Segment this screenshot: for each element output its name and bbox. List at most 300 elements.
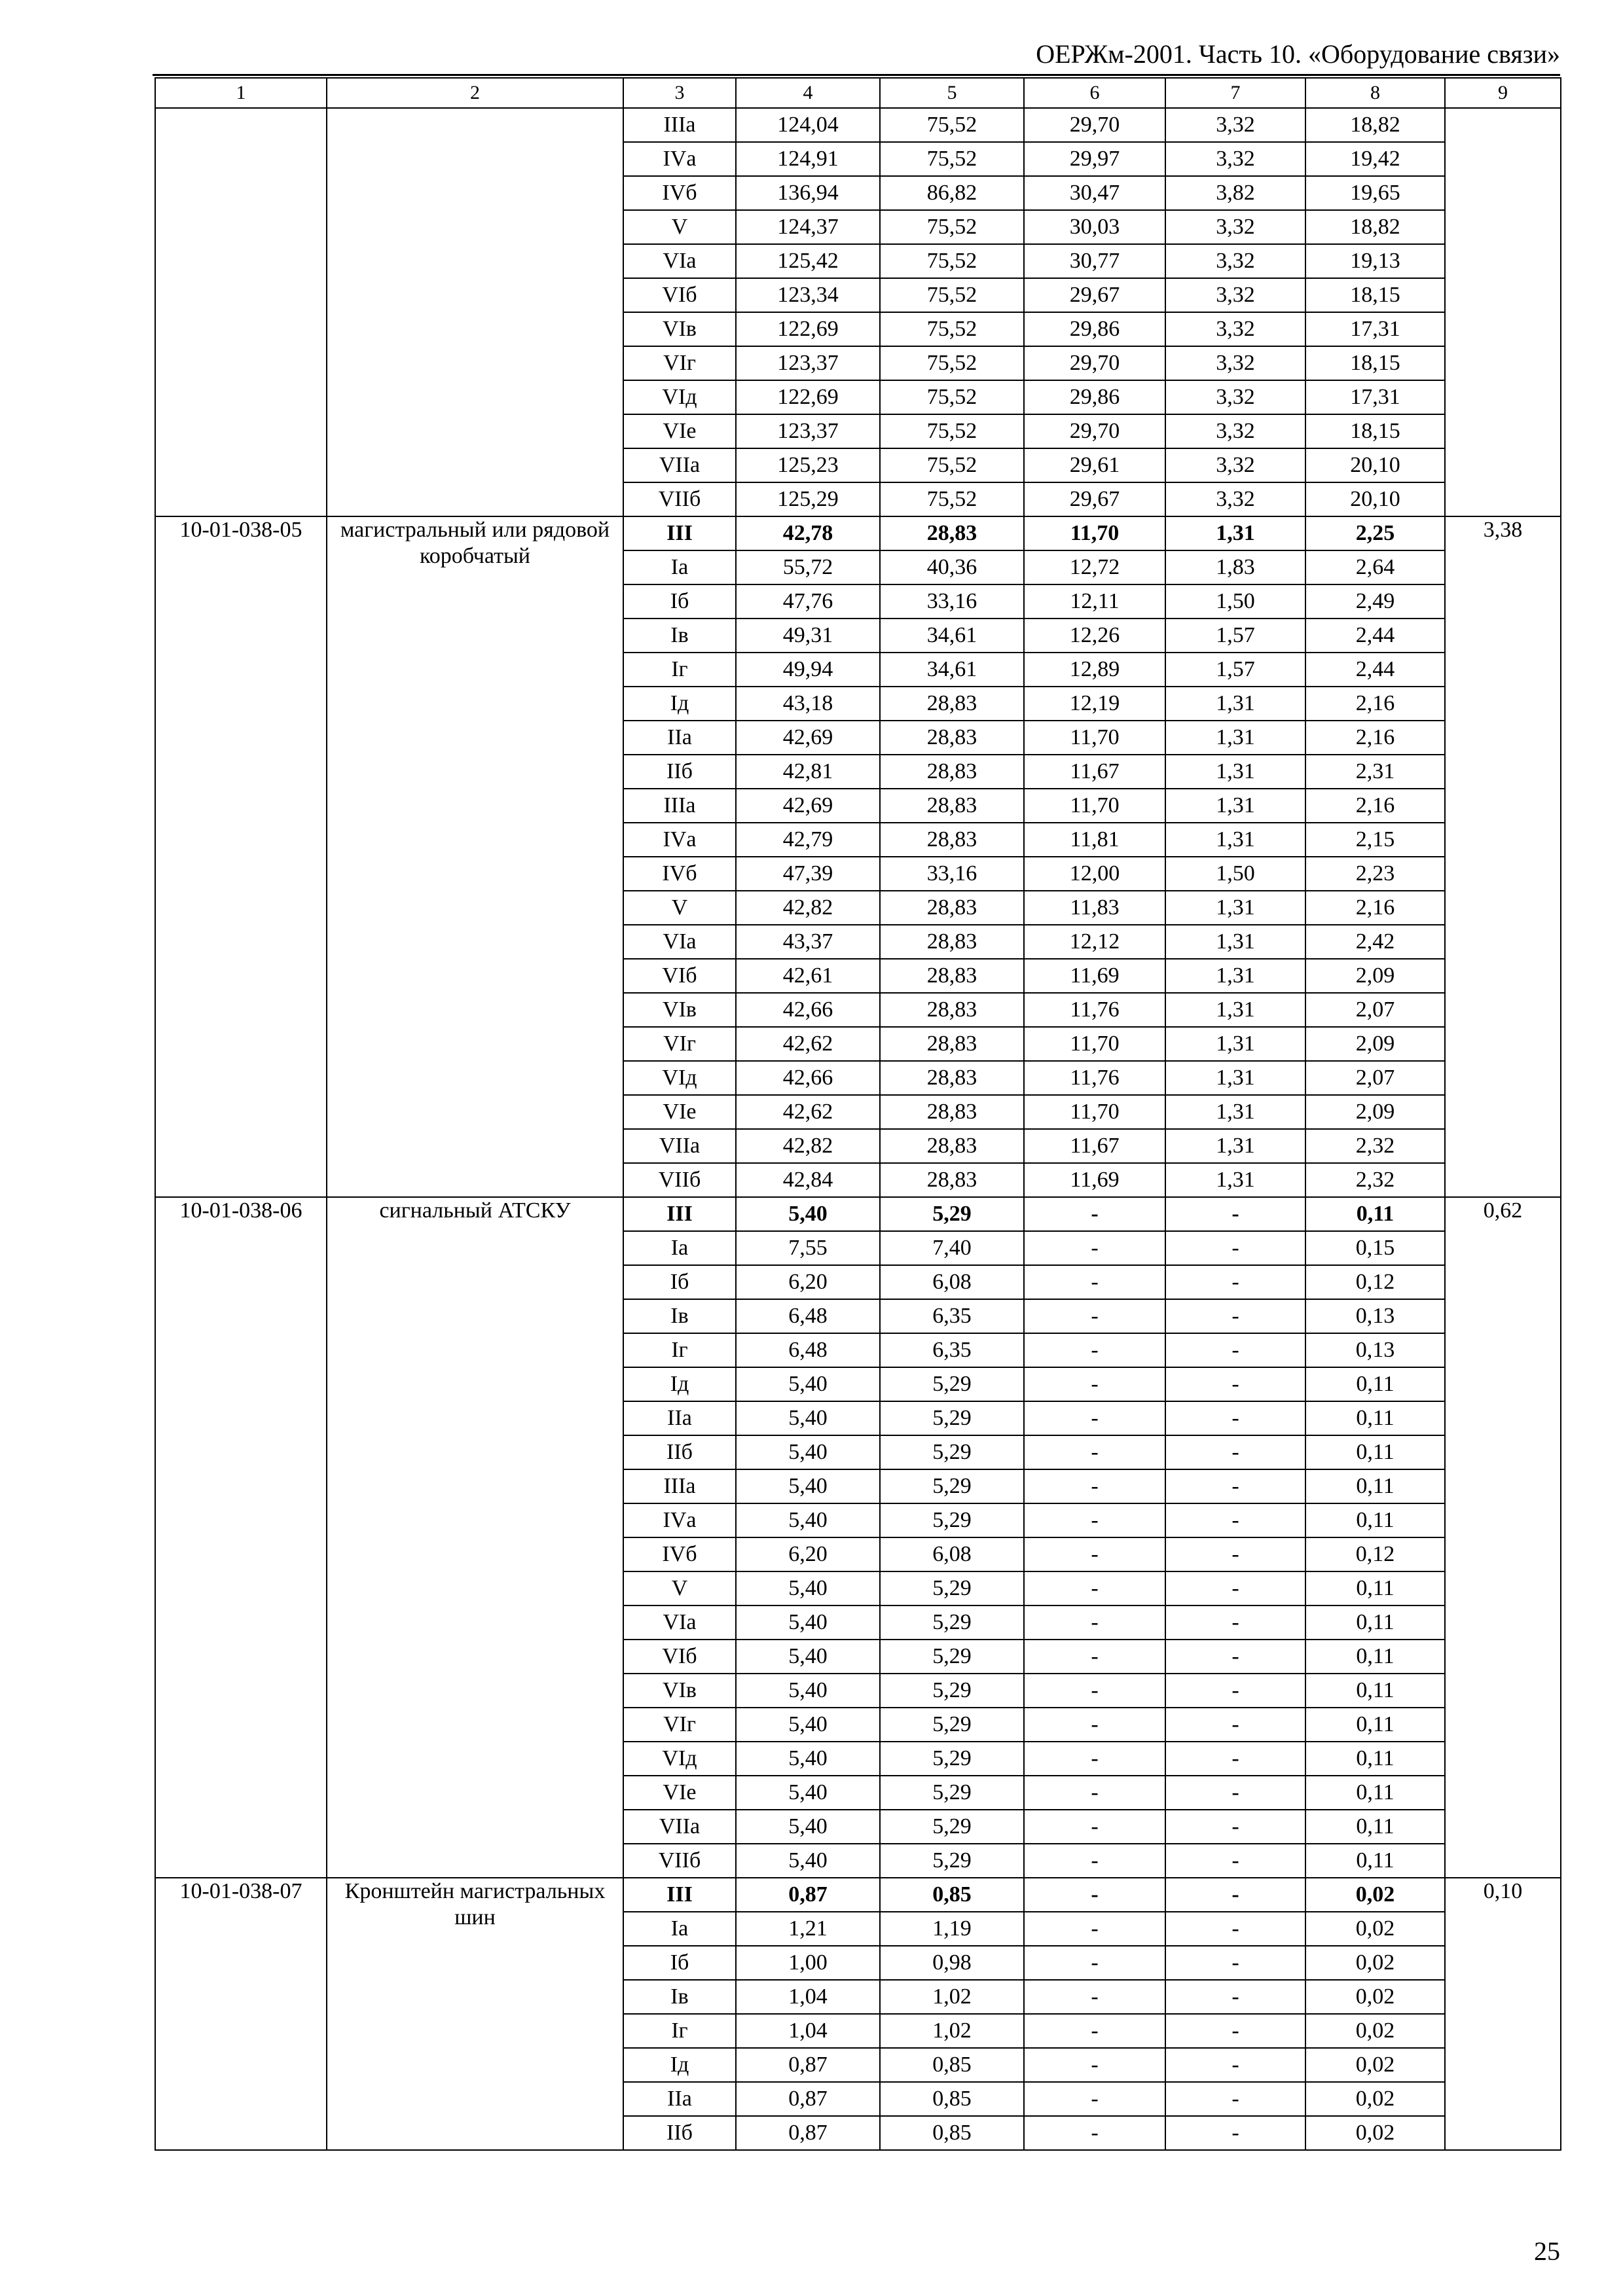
value-cell-6: - [1024, 1299, 1165, 1333]
value-cell-6: - [1024, 1640, 1165, 1674]
value-cell-6: 29,61 [1024, 448, 1165, 482]
value-cell-8: 2,09 [1305, 1027, 1445, 1061]
region-cell: VIе [623, 1776, 736, 1810]
value-cell-4: 124,37 [736, 210, 880, 244]
page-number: 25 [1534, 2236, 1560, 2266]
value-cell-6: 11,70 [1024, 1095, 1165, 1129]
region-cell: VIв [623, 993, 736, 1027]
value-cell-4: 125,23 [736, 448, 880, 482]
value-cell-7: - [1165, 1640, 1305, 1674]
value-cell-7: - [1165, 1333, 1305, 1367]
value-cell-4: 5,40 [736, 1776, 880, 1810]
value-cell-7: 3,32 [1165, 312, 1305, 346]
value-cell-7: - [1165, 1265, 1305, 1299]
region-cell: IVа [623, 1503, 736, 1537]
value-cell-6: - [1024, 1912, 1165, 1946]
table-body [155, 108, 1561, 2150]
value-cell-5: 34,61 [880, 653, 1024, 687]
value-cell-4: 123,37 [736, 414, 880, 448]
value-cell-5: 5,29 [880, 1640, 1024, 1674]
region-cell: VIд [623, 380, 736, 414]
value-cell-8: 2,07 [1305, 993, 1445, 1027]
value-cell-5: 0,85 [880, 2048, 1024, 2082]
value-cell-8: 2,07 [1305, 1061, 1445, 1095]
region-cell: VIг [623, 1708, 736, 1742]
value-cell-7: - [1165, 1197, 1305, 1231]
value-cell-4: 42,81 [736, 755, 880, 789]
value-cell-7: 3,32 [1165, 278, 1305, 312]
region-cell: VIг [623, 1027, 736, 1061]
value-cell-5: 6,08 [880, 1265, 1024, 1299]
value-cell-5: 28,83 [880, 1027, 1024, 1061]
value-cell-4: 1,04 [736, 1980, 880, 2014]
value-cell-7: 3,32 [1165, 108, 1305, 142]
region-cell: Iд [623, 1367, 736, 1401]
region-cell: Iв [623, 1980, 736, 2014]
value-cell-7: - [1165, 2116, 1305, 2150]
value-cell-6: - [1024, 1265, 1165, 1299]
value-cell-6: 30,77 [1024, 244, 1165, 278]
region-cell: VIIа [623, 1129, 736, 1163]
region-cell: IIб [623, 1435, 736, 1469]
value-cell-5: 7,40 [880, 1231, 1024, 1265]
value-cell-5: 5,29 [880, 1503, 1024, 1537]
value-cell-4: 47,39 [736, 857, 880, 891]
value-cell-6: - [1024, 2082, 1165, 2116]
value-cell-5: 28,83 [880, 1129, 1024, 1163]
value-cell-6: 11,70 [1024, 1027, 1165, 1061]
value-cell-7: - [1165, 1605, 1305, 1640]
region-cell: Iд [623, 2048, 736, 2082]
value-cell-8: 0,11 [1305, 1469, 1445, 1503]
value-cell-5: 5,29 [880, 1742, 1024, 1776]
value-cell-4: 123,34 [736, 278, 880, 312]
value-cell-4: 42,69 [736, 789, 880, 823]
value-cell-6: 11,67 [1024, 1129, 1165, 1163]
col-header-7: 7 [1165, 78, 1305, 108]
value-cell-4: 122,69 [736, 312, 880, 346]
value-cell-8: 0,11 [1305, 1503, 1445, 1537]
value-cell-6: 11,81 [1024, 823, 1165, 857]
value-cell-5: 28,83 [880, 1095, 1024, 1129]
value-cell-8: 2,32 [1305, 1163, 1445, 1197]
value-cell-4: 43,18 [736, 687, 880, 721]
region-cell: VIIб [623, 1844, 736, 1878]
value-cell-5: 5,29 [880, 1469, 1024, 1503]
rate-name: сигнальный АТСКУ [327, 1197, 623, 1878]
value-cell-7: 1,31 [1165, 823, 1305, 857]
value-cell-7: - [1165, 2014, 1305, 2048]
value-cell-4: 5,40 [736, 1844, 880, 1878]
value-cell-7: - [1165, 1810, 1305, 1844]
value-cell-5: 75,52 [880, 108, 1024, 142]
region-cell: VIг [623, 346, 736, 380]
value-cell-4: 125,29 [736, 482, 880, 516]
value-cell-8: 0,13 [1305, 1333, 1445, 1367]
value-cell-5: 5,29 [880, 1571, 1024, 1605]
value-cell-6: 12,89 [1024, 653, 1165, 687]
region-cell: VIа [623, 244, 736, 278]
value-cell-6: - [1024, 1367, 1165, 1401]
value-cell-6: 11,70 [1024, 789, 1165, 823]
region-cell: VIд [623, 1061, 736, 1095]
value-cell-5: 28,83 [880, 959, 1024, 993]
value-cell-7: 1,50 [1165, 584, 1305, 619]
region-cell: III [623, 1878, 736, 1912]
value-cell-5: 34,61 [880, 619, 1024, 653]
value-cell-8: 2,25 [1305, 516, 1445, 550]
value-cell-5: 0,85 [880, 2116, 1024, 2150]
value-cell-8: 0,11 [1305, 1776, 1445, 1810]
value-cell-5: 28,83 [880, 1163, 1024, 1197]
value-cell-6: 12,11 [1024, 584, 1165, 619]
region-cell: Iа [623, 1231, 736, 1265]
value-cell-7: - [1165, 1469, 1305, 1503]
region-cell: Iа [623, 550, 736, 584]
value-cell-7: - [1165, 1367, 1305, 1401]
value-cell-8: 0,13 [1305, 1299, 1445, 1333]
value-cell-8: 20,10 [1305, 482, 1445, 516]
value-cell-6: - [1024, 1980, 1165, 2014]
value-cell-8: 0,02 [1305, 2048, 1445, 2082]
value-cell-8: 0,11 [1305, 1742, 1445, 1776]
value-cell-6: 29,70 [1024, 346, 1165, 380]
value-cell-6: - [1024, 1674, 1165, 1708]
region-cell: VIIа [623, 448, 736, 482]
value-cell-7: 1,31 [1165, 1095, 1305, 1129]
region-cell: V [623, 1571, 736, 1605]
value-cell-6: - [1024, 2014, 1165, 2048]
value-cell-5: 75,52 [880, 244, 1024, 278]
value-cell-7: - [1165, 1537, 1305, 1571]
region-cell: VIа [623, 1605, 736, 1640]
document-title: ОЕРЖм-2001. Часть 10. «Оборудование связи» [1036, 39, 1560, 69]
value-cell-8: 2,64 [1305, 550, 1445, 584]
value-cell-5: 5,29 [880, 1435, 1024, 1469]
value-cell-8: 0,11 [1305, 1605, 1445, 1640]
value-cell-6: - [1024, 1708, 1165, 1742]
value-cell-7: - [1165, 1980, 1305, 2014]
value-cell-8: 0,02 [1305, 1878, 1445, 1912]
value-cell-5: 28,83 [880, 891, 1024, 925]
region-cell: VIб [623, 1640, 736, 1674]
value-cell-8: 0,02 [1305, 2082, 1445, 2116]
value-cell-7: - [1165, 2048, 1305, 2082]
value-cell-8: 0,02 [1305, 1912, 1445, 1946]
value-cell-8: 0,02 [1305, 2014, 1445, 2048]
region-cell: IVа [623, 823, 736, 857]
value-cell-6: - [1024, 1844, 1165, 1878]
value-cell-6: 29,86 [1024, 380, 1165, 414]
value-cell-7: 1,31 [1165, 1129, 1305, 1163]
value-cell-5: 75,52 [880, 380, 1024, 414]
value-cell-6: 11,69 [1024, 959, 1165, 993]
value-cell-6: - [1024, 1401, 1165, 1435]
value-cell-6: 12,26 [1024, 619, 1165, 653]
value-cell-5: 28,83 [880, 687, 1024, 721]
value-cell-8: 0,11 [1305, 1435, 1445, 1469]
value-cell-5: 6,35 [880, 1333, 1024, 1367]
value-cell-4: 122,69 [736, 380, 880, 414]
value-cell-7: 1,31 [1165, 1027, 1305, 1061]
value-cell-4: 0,87 [736, 2116, 880, 2150]
value-cell-8: 18,82 [1305, 108, 1445, 142]
region-cell: Iб [623, 584, 736, 619]
value-cell-6: 29,70 [1024, 108, 1165, 142]
value-cell-5: 28,83 [880, 1061, 1024, 1095]
value-cell-4: 6,48 [736, 1299, 880, 1333]
value-cell-4: 5,40 [736, 1435, 880, 1469]
col-header-4: 4 [736, 78, 880, 108]
region-cell: VIв [623, 1674, 736, 1708]
value-cell-7: 1,83 [1165, 550, 1305, 584]
page-header [153, 38, 1560, 71]
rate-code: 10-01-038-06 [155, 1197, 327, 1878]
value-cell-7: - [1165, 1878, 1305, 1912]
value-cell-6: 11,67 [1024, 755, 1165, 789]
value-cell-5: 5,29 [880, 1674, 1024, 1708]
region-cell: V [623, 891, 736, 925]
value-cell-8: 0,11 [1305, 1810, 1445, 1844]
region-cell: IIа [623, 2082, 736, 2116]
value-cell-5: 28,83 [880, 925, 1024, 959]
value-cell-8: 0,02 [1305, 1980, 1445, 2014]
region-cell: VIIб [623, 482, 736, 516]
value-cell-8: 2,09 [1305, 1095, 1445, 1129]
value-cell-8: 2,49 [1305, 584, 1445, 619]
value-cell-8: 18,15 [1305, 414, 1445, 448]
value-cell-7: 3,32 [1165, 380, 1305, 414]
value-cell-5: 1,02 [880, 2014, 1024, 2048]
rate-name [327, 108, 623, 516]
value-cell-8: 19,42 [1305, 142, 1445, 176]
value-cell-8: 18,15 [1305, 346, 1445, 380]
value-cell-4: 55,72 [736, 550, 880, 584]
value-cell-5: 5,29 [880, 1776, 1024, 1810]
value-cell-5: 33,16 [880, 857, 1024, 891]
value-cell-7: - [1165, 1571, 1305, 1605]
value-cell-7: - [1165, 1708, 1305, 1742]
region-cell: Iг [623, 2014, 736, 2048]
col-header-2: 2 [327, 78, 623, 108]
value-cell-5: 5,29 [880, 1605, 1024, 1640]
value-cell-4: 42,69 [736, 721, 880, 755]
value-cell-7: 1,31 [1165, 687, 1305, 721]
value-cell-7: 1,31 [1165, 925, 1305, 959]
table-row [155, 516, 1561, 550]
value-cell-7: - [1165, 1844, 1305, 1878]
region-cell: Iв [623, 619, 736, 653]
region-cell: IIа [623, 1401, 736, 1435]
value-cell-4: 43,37 [736, 925, 880, 959]
value-cell-6: - [1024, 1231, 1165, 1265]
value-cell-4: 5,40 [736, 1571, 880, 1605]
table-row [155, 108, 1561, 142]
value-cell-4: 5,40 [736, 1503, 880, 1537]
value-cell-9 [1445, 108, 1561, 516]
value-cell-4: 5,40 [736, 1401, 880, 1435]
region-cell: IIIа [623, 108, 736, 142]
value-cell-4: 42,66 [736, 1061, 880, 1095]
value-cell-7: - [1165, 1503, 1305, 1537]
value-cell-7: 1,31 [1165, 1163, 1305, 1197]
rate-name: магистральный или рядовой коробчатый [327, 516, 623, 1197]
region-cell: VIа [623, 925, 736, 959]
value-cell-8: 20,10 [1305, 448, 1445, 482]
value-cell-5: 5,29 [880, 1844, 1024, 1878]
value-cell-5: 1,02 [880, 1980, 1024, 2014]
value-cell-7: - [1165, 1946, 1305, 1980]
value-cell-8: 2,16 [1305, 687, 1445, 721]
value-cell-4: 5,40 [736, 1810, 880, 1844]
value-cell-7: 1,31 [1165, 891, 1305, 925]
value-cell-7: 1,31 [1165, 516, 1305, 550]
value-cell-5: 75,52 [880, 142, 1024, 176]
value-cell-5: 75,52 [880, 448, 1024, 482]
value-cell-8: 17,31 [1305, 380, 1445, 414]
value-cell-4: 42,62 [736, 1095, 880, 1129]
region-cell: VIе [623, 414, 736, 448]
value-cell-6: 12,00 [1024, 857, 1165, 891]
value-cell-5: 75,52 [880, 414, 1024, 448]
value-cell-4: 6,48 [736, 1333, 880, 1367]
rates-table [155, 77, 1561, 2151]
value-cell-6: - [1024, 1503, 1165, 1537]
value-cell-7: 3,32 [1165, 448, 1305, 482]
value-cell-4: 7,55 [736, 1231, 880, 1265]
region-cell: IIб [623, 755, 736, 789]
value-cell-4: 42,82 [736, 1129, 880, 1163]
value-cell-6: 11,70 [1024, 721, 1165, 755]
region-cell: IIб [623, 2116, 736, 2150]
value-cell-4: 42,78 [736, 516, 880, 550]
value-cell-6: - [1024, 1197, 1165, 1231]
value-cell-4: 5,40 [736, 1674, 880, 1708]
value-cell-5: 6,35 [880, 1299, 1024, 1333]
value-cell-5: 5,29 [880, 1810, 1024, 1844]
region-cell: VIе [623, 1095, 736, 1129]
value-cell-4: 5,40 [736, 1708, 880, 1742]
value-cell-4: 1,21 [736, 1912, 880, 1946]
value-cell-4: 5,40 [736, 1742, 880, 1776]
value-cell-8: 2,15 [1305, 823, 1445, 857]
value-cell-6: 29,67 [1024, 278, 1165, 312]
value-cell-5: 75,52 [880, 346, 1024, 380]
value-cell-6: 11,76 [1024, 1061, 1165, 1095]
value-cell-6: 11,83 [1024, 891, 1165, 925]
region-cell: VIб [623, 959, 736, 993]
value-cell-8: 2,16 [1305, 891, 1445, 925]
value-cell-5: 5,29 [880, 1367, 1024, 1401]
value-cell-4: 0,87 [736, 2082, 880, 2116]
region-cell: Iб [623, 1265, 736, 1299]
value-cell-6: 12,19 [1024, 687, 1165, 721]
value-cell-5: 28,83 [880, 993, 1024, 1027]
column-number-row [155, 78, 1561, 108]
region-cell: III [623, 516, 736, 550]
value-cell-7: 1,31 [1165, 959, 1305, 993]
value-cell-7: 3,32 [1165, 346, 1305, 380]
value-cell-8: 2,44 [1305, 619, 1445, 653]
value-cell-4: 1,04 [736, 2014, 880, 2048]
value-cell-8: 2,09 [1305, 959, 1445, 993]
col-header-6: 6 [1024, 78, 1165, 108]
region-cell: Iд [623, 687, 736, 721]
rate-code: 10-01-038-07 [155, 1878, 327, 2150]
value-cell-4: 5,40 [736, 1469, 880, 1503]
region-cell: VIв [623, 312, 736, 346]
rate-code [155, 108, 327, 516]
region-cell: IVб [623, 176, 736, 210]
value-cell-5: 5,29 [880, 1197, 1024, 1231]
value-cell-7: - [1165, 1912, 1305, 1946]
region-cell: IVб [623, 1537, 736, 1571]
value-cell-7: 1,31 [1165, 755, 1305, 789]
value-cell-5: 75,52 [880, 482, 1024, 516]
value-cell-7: 1,50 [1165, 857, 1305, 891]
value-cell-5: 28,83 [880, 789, 1024, 823]
value-cell-4: 42,61 [736, 959, 880, 993]
value-cell-4: 42,84 [736, 1163, 880, 1197]
value-cell-6: 29,97 [1024, 142, 1165, 176]
value-cell-7: 1,31 [1165, 789, 1305, 823]
value-cell-7: 1,57 [1165, 619, 1305, 653]
value-cell-6: - [1024, 1333, 1165, 1367]
value-cell-7: 3,32 [1165, 244, 1305, 278]
value-cell-4: 136,94 [736, 176, 880, 210]
value-cell-7: - [1165, 1401, 1305, 1435]
value-cell-7: 3,32 [1165, 414, 1305, 448]
value-cell-6: - [1024, 1571, 1165, 1605]
value-cell-4: 42,79 [736, 823, 880, 857]
value-cell-5: 0,85 [880, 1878, 1024, 1912]
value-cell-4: 49,31 [736, 619, 880, 653]
value-cell-8: 0,11 [1305, 1197, 1445, 1231]
value-cell-6: - [1024, 1742, 1165, 1776]
value-cell-6: 12,12 [1024, 925, 1165, 959]
value-cell-6: - [1024, 1537, 1165, 1571]
value-cell-5: 0,85 [880, 2082, 1024, 2116]
value-cell-8: 2,16 [1305, 789, 1445, 823]
value-cell-4: 6,20 [736, 1537, 880, 1571]
value-cell-4: 124,04 [736, 108, 880, 142]
value-cell-9: 3,38 [1445, 516, 1561, 1197]
value-cell-6: - [1024, 1435, 1165, 1469]
value-cell-8: 18,82 [1305, 210, 1445, 244]
value-cell-8: 17,31 [1305, 312, 1445, 346]
value-cell-6: 11,70 [1024, 516, 1165, 550]
value-cell-6: - [1024, 1605, 1165, 1640]
col-header-5: 5 [880, 78, 1024, 108]
value-cell-6: 12,72 [1024, 550, 1165, 584]
value-cell-4: 5,40 [736, 1640, 880, 1674]
value-cell-8: 2,23 [1305, 857, 1445, 891]
value-cell-8: 19,65 [1305, 176, 1445, 210]
value-cell-8: 0,11 [1305, 1708, 1445, 1742]
region-cell: IVб [623, 857, 736, 891]
value-cell-5: 75,52 [880, 312, 1024, 346]
value-cell-5: 6,08 [880, 1537, 1024, 1571]
value-cell-8: 0,11 [1305, 1844, 1445, 1878]
region-cell: VIд [623, 1742, 736, 1776]
rate-name: Кронштейн магистральных шин [327, 1878, 623, 2150]
region-cell: V [623, 210, 736, 244]
value-cell-8: 0,02 [1305, 2116, 1445, 2150]
value-cell-7: - [1165, 1299, 1305, 1333]
value-cell-4: 5,40 [736, 1367, 880, 1401]
value-cell-9: 0,62 [1445, 1197, 1561, 1878]
value-cell-7: - [1165, 1231, 1305, 1265]
